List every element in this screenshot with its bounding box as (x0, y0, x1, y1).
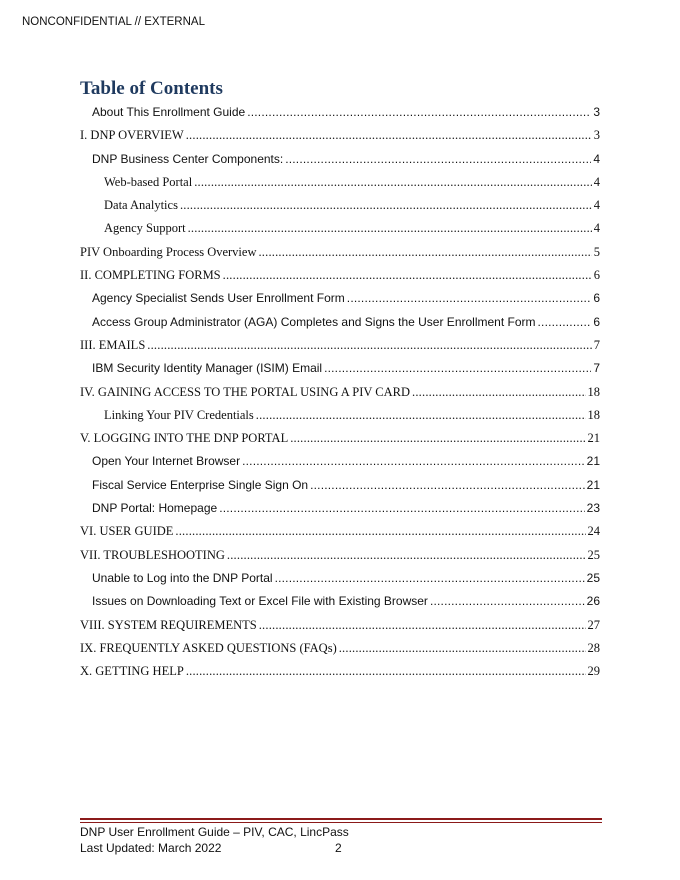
toc-entry-page: 26 (586, 594, 600, 609)
toc-entry-page: 28 (587, 640, 600, 655)
toc-entry-page: 25 (587, 547, 600, 562)
toc-entry-page: 21 (587, 431, 600, 446)
toc-dot-leader (223, 264, 592, 287)
toc-entry-page: 18 (587, 407, 600, 422)
toc-dot-leader (430, 590, 585, 613)
toc-entry[interactable] (80, 427, 600, 450)
toc-entry-page: 24 (587, 524, 600, 539)
toc-dot-leader (339, 637, 586, 660)
toc-dot-leader (175, 520, 585, 543)
toc-entry[interactable] (80, 660, 600, 683)
toc-entry-label: IV. GAINING ACCESS TO THE PORTAL USING A PIV CARD (80, 384, 411, 399)
toc-dot-leader (180, 194, 592, 217)
toc-dot-leader (219, 497, 584, 520)
toc-entry[interactable] (80, 474, 600, 497)
toc-entry[interactable] (80, 311, 600, 334)
toc-entry-label: IX. FREQUENTLY ASKED QUESTIONS (FAQs) (80, 640, 337, 655)
toc-entry-page: 4 (593, 221, 600, 236)
toc-entry-page: 6 (593, 291, 600, 306)
toc-entry-page: 21 (586, 477, 600, 492)
toc-entry-page: 23 (586, 501, 600, 516)
toc-entry-page: 6 (593, 268, 600, 283)
toc-entry-label: Access Group Administrator (AGA) Completes and Signs the User Enrollment Form (92, 314, 536, 329)
toc-dot-leader (275, 567, 585, 590)
toc-entry[interactable] (80, 334, 600, 357)
toc-entry[interactable] (80, 264, 600, 287)
toc-dot-leader (188, 217, 592, 240)
toc-entry-label: V. LOGGING INTO THE DNP PORTAL (80, 431, 289, 446)
toc-dot-leader (194, 171, 592, 194)
toc-entry-page: 4 (593, 151, 600, 166)
toc-entry[interactable] (80, 124, 600, 147)
toc-entry-label: DNP Portal: Homepage (92, 501, 218, 516)
toc-entry-label: About This Enrollment Guide (92, 105, 246, 119)
toc-entry-label: Fiscal Service Enterprise Single Sign On (92, 477, 309, 492)
toc-dot-leader (247, 101, 591, 124)
toc-dot-leader (290, 427, 585, 450)
toc-entry[interactable] (80, 520, 600, 543)
toc-title: Table of Contents (80, 78, 223, 99)
toc-entry-label: Issues on Downloading Text or Excel File with Existing Browser (92, 594, 428, 609)
toc-entry-page: 7 (593, 361, 600, 376)
toc-entry-page: 4 (593, 198, 600, 213)
toc-entry-label: II. COMPLETING FORMS (80, 268, 221, 283)
toc-entry-label: Agency Specialist Sends User Enrollment Form (92, 291, 345, 306)
toc-entry[interactable] (80, 241, 600, 264)
toc-entry-label: Web-based Portal (104, 174, 193, 189)
toc-dot-leader (324, 357, 591, 380)
toc-entry[interactable] (80, 171, 600, 194)
toc-entry-label: Agency Support (104, 221, 186, 236)
toc-entry-page: 25 (586, 570, 600, 585)
toc-dot-leader (227, 544, 586, 567)
toc-entry-page: 7 (593, 337, 600, 352)
toc-entry[interactable] (80, 148, 600, 171)
footer-page-number: 2 (335, 841, 342, 855)
toc-entry-label: VIII. SYSTEM REQUIREMENTS (80, 617, 257, 632)
toc-entry[interactable] (80, 544, 600, 567)
toc-entry[interactable] (80, 450, 600, 473)
toc-entry-page: 3 (593, 128, 600, 143)
toc-entry-page: 5 (593, 244, 600, 259)
toc-entry-page: 29 (587, 664, 600, 679)
toc-entry[interactable] (80, 497, 600, 520)
toc-entry-label: I. DNP OVERVIEW (80, 128, 184, 143)
toc-entry-label: VII. TROUBLESHOOTING (80, 547, 225, 562)
toc-entry-label: Data Analytics (104, 198, 178, 213)
footer-divider (80, 818, 602, 820)
toc-dot-leader (256, 404, 586, 427)
toc-dot-leader (186, 124, 592, 147)
toc-entry[interactable] (80, 590, 600, 613)
toc-dot-leader (242, 450, 585, 473)
toc-entry[interactable] (80, 637, 600, 660)
toc-entry-label: III. EMAILS (80, 337, 146, 352)
footer-document-title: DNP User Enrollment Guide – PIV, CAC, LincPass (80, 825, 349, 839)
toc-entry-page: 4 (593, 174, 600, 189)
toc-dot-leader (259, 614, 586, 637)
toc-entry[interactable] (80, 194, 600, 217)
toc-entry[interactable] (80, 567, 600, 590)
toc-dot-leader (347, 287, 592, 310)
toc-entry-label: DNP Business Center Components: (92, 151, 284, 166)
toc-entry[interactable] (80, 357, 600, 380)
toc-dot-leader (412, 381, 585, 404)
toc-entry-page: 18 (587, 384, 600, 399)
toc-entry[interactable] (80, 381, 600, 404)
toc-dot-leader (285, 148, 591, 171)
toc-entry-label: VI. USER GUIDE (80, 524, 174, 539)
toc-dot-leader (310, 474, 585, 497)
toc-entry-label: Unable to Log into the DNP Portal (92, 570, 273, 585)
toc-entry-page: 6 (593, 314, 600, 329)
toc-entry[interactable] (80, 404, 600, 427)
toc-entry-page: 21 (586, 454, 600, 469)
toc-entry-label: IBM Security Identity Manager (ISIM) Email (92, 361, 323, 376)
toc-entry-label: Open Your Internet Browser (92, 454, 241, 469)
toc-entry-label: PIV Onboarding Process Overview (80, 244, 257, 259)
toc-entry[interactable] (80, 287, 600, 310)
toc-entry[interactable] (80, 217, 600, 240)
toc-list (80, 101, 600, 683)
footer-divider-thin (80, 822, 602, 823)
toc-entry-label: Linking Your PIV Credentials (104, 407, 254, 422)
toc-dot-leader (258, 241, 591, 264)
toc-entry-label: X. GETTING HELP (80, 664, 184, 679)
footer-last-updated: Last Updated: March 2022 (80, 841, 222, 855)
toc-entry-page: 27 (587, 617, 600, 632)
toc-entry[interactable] (80, 101, 600, 124)
toc-entry[interactable] (80, 614, 600, 637)
toc-entry-page: 3 (593, 105, 600, 119)
classification-header: NONCONFIDENTIAL // EXTERNAL (22, 16, 205, 28)
toc-dot-leader (147, 334, 591, 357)
toc-dot-leader (186, 660, 586, 683)
toc-dot-leader (538, 311, 592, 334)
